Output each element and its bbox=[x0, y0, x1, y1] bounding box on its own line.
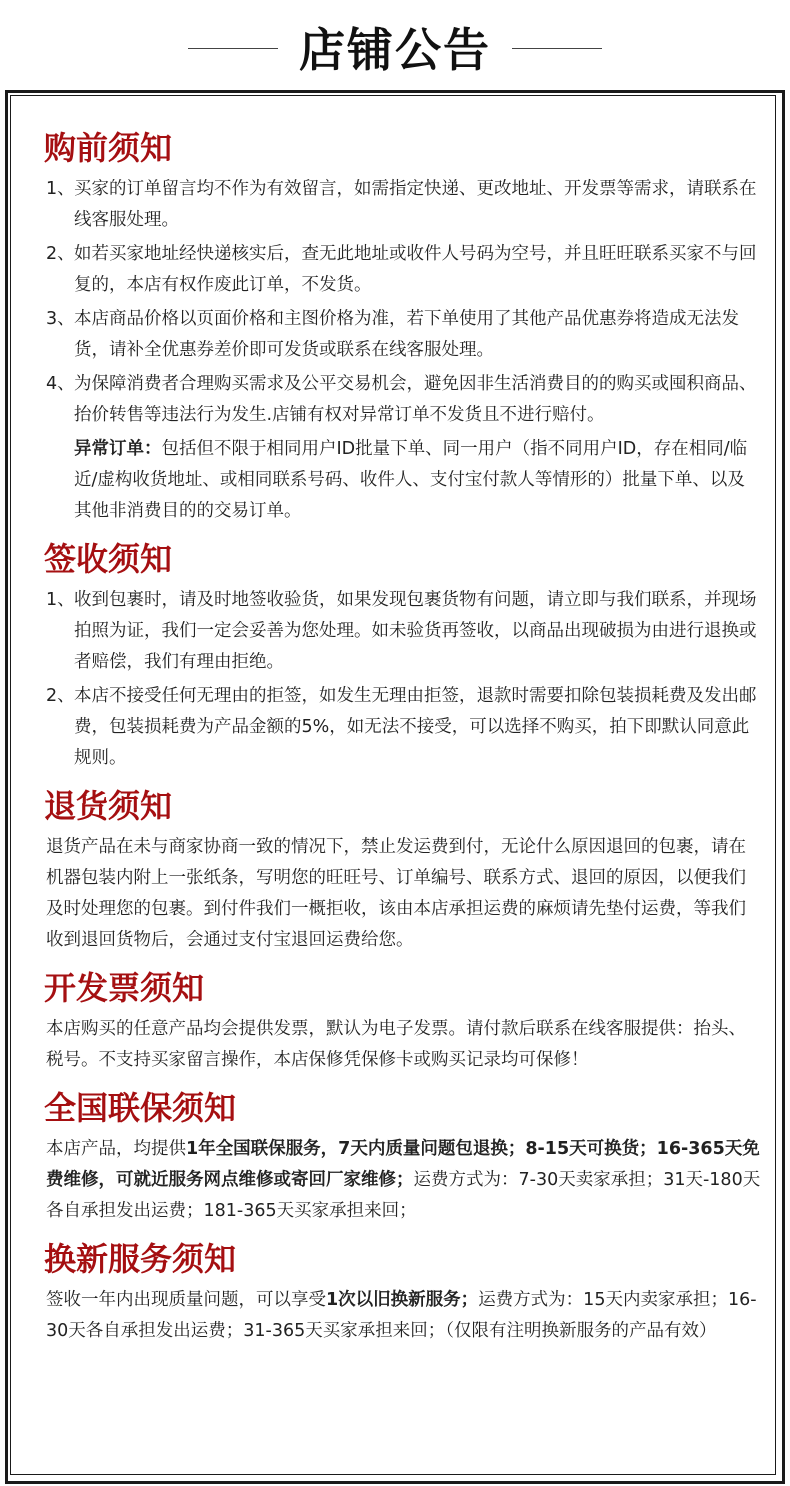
item-text: 如若买家地址经快递核实后，查无此地址或收件人号码为空号，并且旺旺联系买家不与回复的，本店有权作废此订单，不发货。 bbox=[74, 244, 757, 295]
section-title: 换新服务须知 bbox=[44, 1240, 237, 1278]
section-text bbox=[46, 1134, 761, 1227]
header-divider-right bbox=[512, 48, 602, 49]
section-title: 签收须知 bbox=[44, 540, 173, 578]
list-item bbox=[46, 174, 761, 236]
section-title: 退货须知 bbox=[44, 787, 173, 825]
item-number: 2、 bbox=[46, 244, 75, 264]
section-title: 开发票须知 bbox=[44, 969, 205, 1007]
item-number: 3、 bbox=[46, 309, 75, 329]
item-text: 收到包裹时，请及时地签收验货，如果发现包裹货物有问题，请立即与我们联系，并现场拍照为证，我们一定会妥善为您处理。如未验货再签收，以商品出现破损为由进行退换或者赔偿，我们有理由拒绝。 bbox=[74, 590, 757, 672]
item-number: 4、 bbox=[46, 374, 75, 394]
list-item bbox=[46, 304, 761, 366]
section-receipt bbox=[46, 539, 761, 774]
item-number: 1、 bbox=[46, 590, 75, 610]
section-replacement bbox=[46, 1239, 761, 1347]
section-text: 本店购买的任意产品均会提供发票，默认为电子发票。请付款后联系在线客服提供：抬头、税号。不支持买家留言操作，本店保修凭保修卡或购买记录均可保修！ bbox=[46, 1019, 746, 1070]
list-item bbox=[46, 585, 761, 678]
list-item bbox=[46, 681, 761, 774]
section-warranty bbox=[46, 1088, 761, 1227]
page-header bbox=[0, 0, 790, 90]
section-text bbox=[46, 1285, 761, 1347]
list-item bbox=[46, 369, 761, 431]
text-part: 本店产品，均提供 bbox=[46, 1139, 186, 1159]
note-label: 异常订单： bbox=[74, 439, 162, 459]
abnormal-order-note bbox=[46, 434, 761, 527]
note-text: 包括但不限于相同用户ID批量下单、同一用户（指不同用户ID，存在相同/临近/虚构收货地址、或相同联系号码、收件人、支付宝付款人等情形的）批量下单、以及其他非消费目的的交易订单。 bbox=[74, 439, 748, 521]
text-part: 运费方式为：7-30天卖家承担；31天-180天各自承担发出运费；181-365天买家承担来回； bbox=[46, 1170, 761, 1221]
item-number: 1、 bbox=[46, 179, 75, 199]
text-bold: 1次以旧换新服务； bbox=[326, 1290, 479, 1310]
item-number: 2、 bbox=[46, 686, 75, 706]
item-text: 买家的订单留言均不作为有效留言，如需指定快递、更改地址、开发票等需求，请联系在线客服处理。 bbox=[74, 179, 757, 230]
item-text: 本店商品价格以页面价格和主图价格为准，若下单使用了其他产品优惠券将造成无法发货，请补全优惠券差价即可发货或联系在线客服处理。 bbox=[74, 309, 739, 360]
text-part: 签收一年内出现质量问题，可以享受 bbox=[46, 1290, 326, 1310]
item-text: 本店不接受任何无理由的拒签，如发生无理由拒签，退款时需要扣除包装损耗费及发出邮费，包装损耗费为产品金额的5%，如无法不接受，可以选择不购买，拍下即默认同意此规则。 bbox=[74, 686, 757, 768]
list-item bbox=[46, 239, 761, 301]
section-pre-purchase bbox=[46, 128, 761, 527]
section-returns bbox=[46, 786, 761, 956]
section-title: 购前须知 bbox=[44, 129, 173, 167]
section-title: 全国联保须知 bbox=[44, 1089, 237, 1127]
text-bold: 1年全国联保服务，7天内质量问题包退换；8-15天可换货；16-365天免费维修，可就近服务网点维修或寄回厂家维修； bbox=[46, 1139, 760, 1190]
section-text: 退货产品在未与商家协商一致的情况下，禁止发运费到付，无论什么原因退回的包裹，请在机器包装内附上一张纸条，写明您的旺旺号、订单编号、联系方式、退回的原因，以便我们及时处理您的包裹。到付件我们一概拒收，该由本店承担运费的麻烦请先垫付运费，等我们收到退回货物后，会通过支付宝退回运费给您。 bbox=[46, 837, 746, 950]
item-text: 为保障消费者合理购买需求及公平交易机会，避免因非生活消费目的的购买或囤积商品、抬价转售等违法行为发生.店铺有权对异常订单不发货且不进行赔付。 bbox=[74, 374, 757, 425]
page-title: 店铺公告 bbox=[299, 23, 491, 77]
text-part: 运费方式为：15天内卖家承担；16-30天各自承担发出运费；31-365天买家承担来回；（仅限有注明换新服务的产品有效） bbox=[46, 1290, 757, 1341]
notice-content bbox=[46, 116, 761, 1347]
section-invoice bbox=[46, 968, 761, 1076]
